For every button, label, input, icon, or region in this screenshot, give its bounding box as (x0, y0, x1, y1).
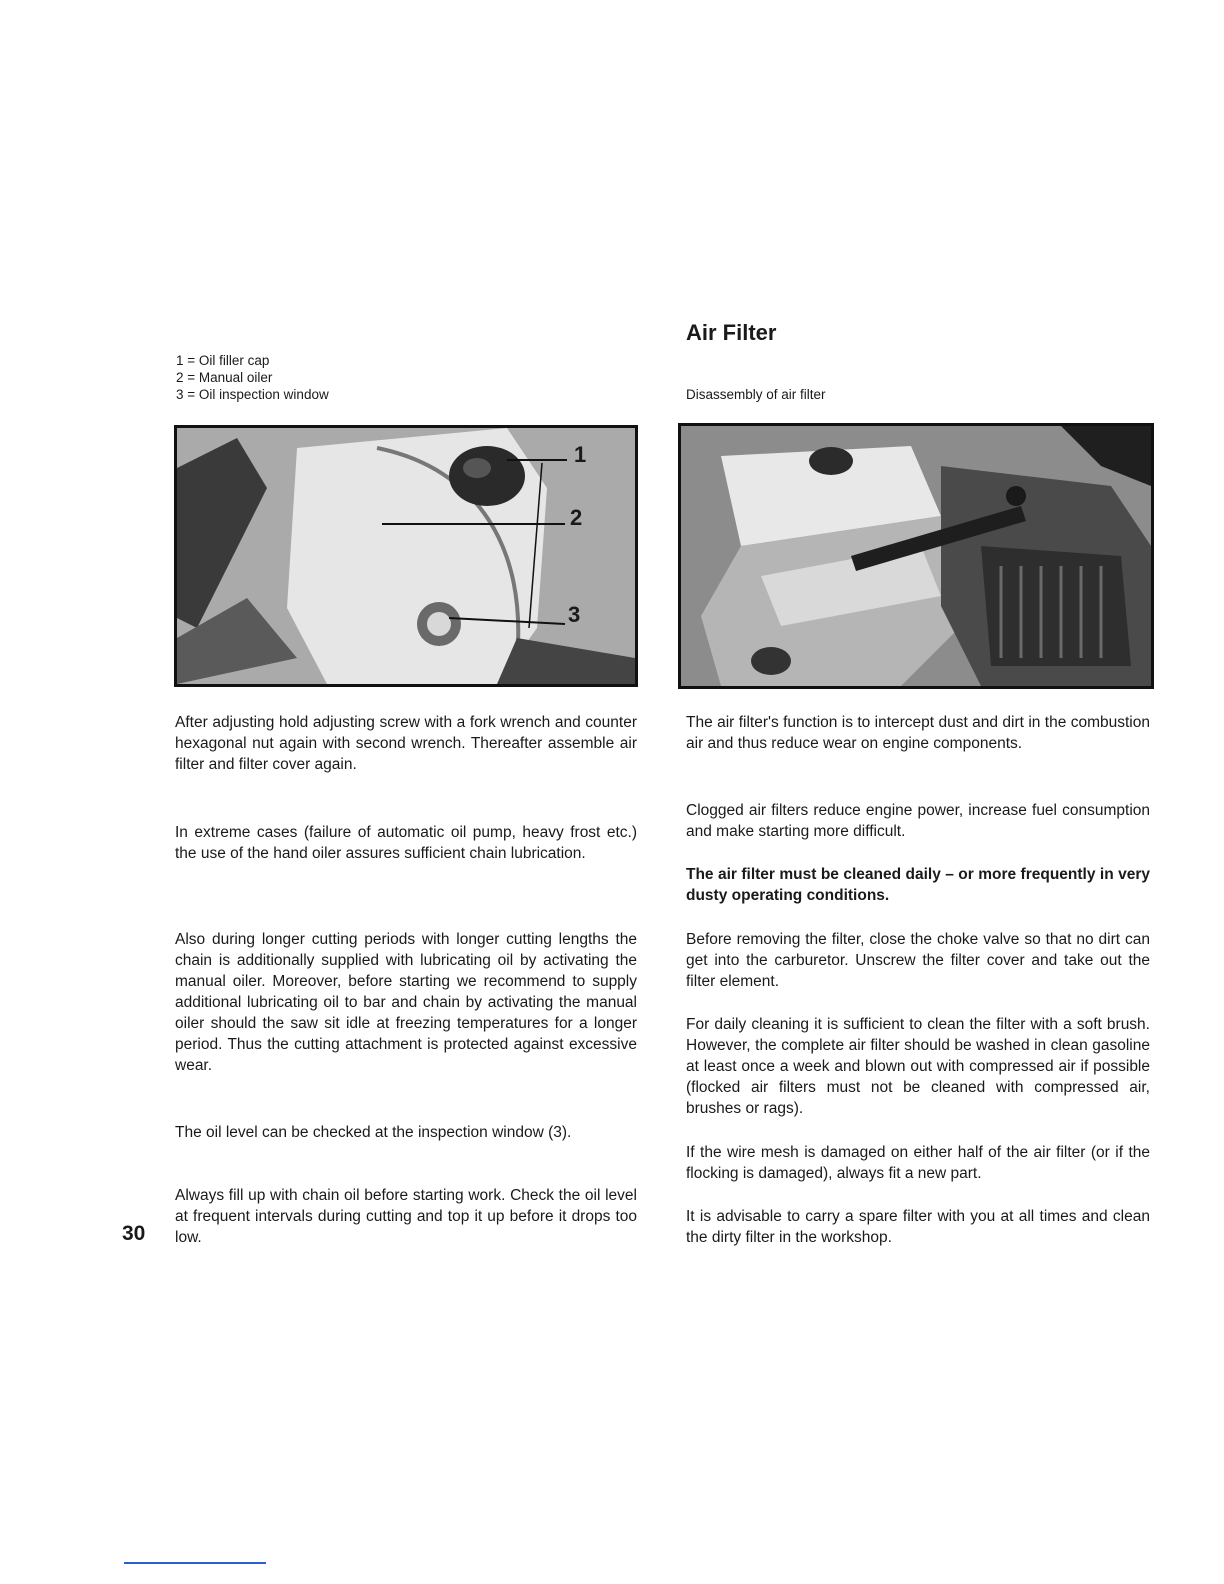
left-paragraph-1: After adjusting hold adjusting screw with a fork wrench and counter hexagonal nut again with second wrench. Thereafter assemble air filter and filter cover again. (175, 714, 637, 773)
air-filter-photo (678, 423, 1154, 689)
left-paragraph-4: The oil level can be checked at the inspection window (3). (175, 1124, 572, 1141)
callout-3: 3 (568, 602, 581, 627)
right-paragraph-3: Before removing the filter, close the choke valve so that no dirt can get into the carburetor. Unscrew the filter cover and take out the filter element. (686, 931, 1150, 990)
right-warning: The air filter must be cleaned daily – or more frequently in very dusty operating conditions. (686, 866, 1150, 904)
legend-item-3: 3 = Oil inspection window (176, 387, 329, 402)
right-paragraph-2: Clogged air filters reduce engine power, increase fuel consumption and make starting more difficult. (686, 802, 1150, 840)
section-title: Air Filter (686, 320, 777, 345)
figure-caption: Disassembly of air filter (686, 387, 826, 402)
callout-2: 2 (570, 505, 583, 530)
page-number: 30 (122, 1222, 146, 1245)
left-paragraph-2: In extreme cases (failure of automatic oil pump, heavy frost etc.) the use of the hand oiler assures sufficient chain lubrication. (175, 824, 637, 862)
left-paragraph-5: Always fill up with chain oil before starting work. Check the oil level at frequent intervals during cutting and top it up before it drops too low. (175, 1187, 637, 1246)
right-paragraph-4: For daily cleaning it is sufficient to clean the filter with a soft brush. However, the complete air filter should be washed in clean gasoline at least once a week and blown out with compressed air if possible (flocked air filters must not be cleaned with compressed air, brushes or rags). (686, 1016, 1150, 1117)
right-paragraph-6: It is advisable to carry a spare filter with you at all times and clean the dirty filter in the workshop. (686, 1208, 1150, 1246)
legend-item-2: 2 = Manual oiler (176, 370, 273, 385)
right-paragraph-5: If the wire mesh is damaged on either half of the air filter (or if the flocking is damaged), always fit a new part. (686, 1144, 1150, 1182)
right-paragraph-1: The air filter's function is to intercept dust and dirt in the combustion air and thus reduce wear on engine components. (686, 714, 1150, 752)
legend-item-1: 1 = Oil filler cap (176, 353, 270, 368)
figure-legend (176, 352, 329, 403)
oiler-photo (174, 425, 638, 687)
left-paragraph-3: Also during longer cutting periods with longer cutting lengths the chain is additionally supplied with lubricating oil by activating the manual oiler. Moreover, before starting we recommend to supply additional lubricating oil to bar and chain by activating the manual oiler should the saw sit idle at freezing temperatures for a longer period. Thus the cutting attachment is protected against excessive wear. (175, 931, 637, 1074)
callout-1: 1 (574, 442, 587, 467)
footer-rule (124, 1562, 266, 1564)
